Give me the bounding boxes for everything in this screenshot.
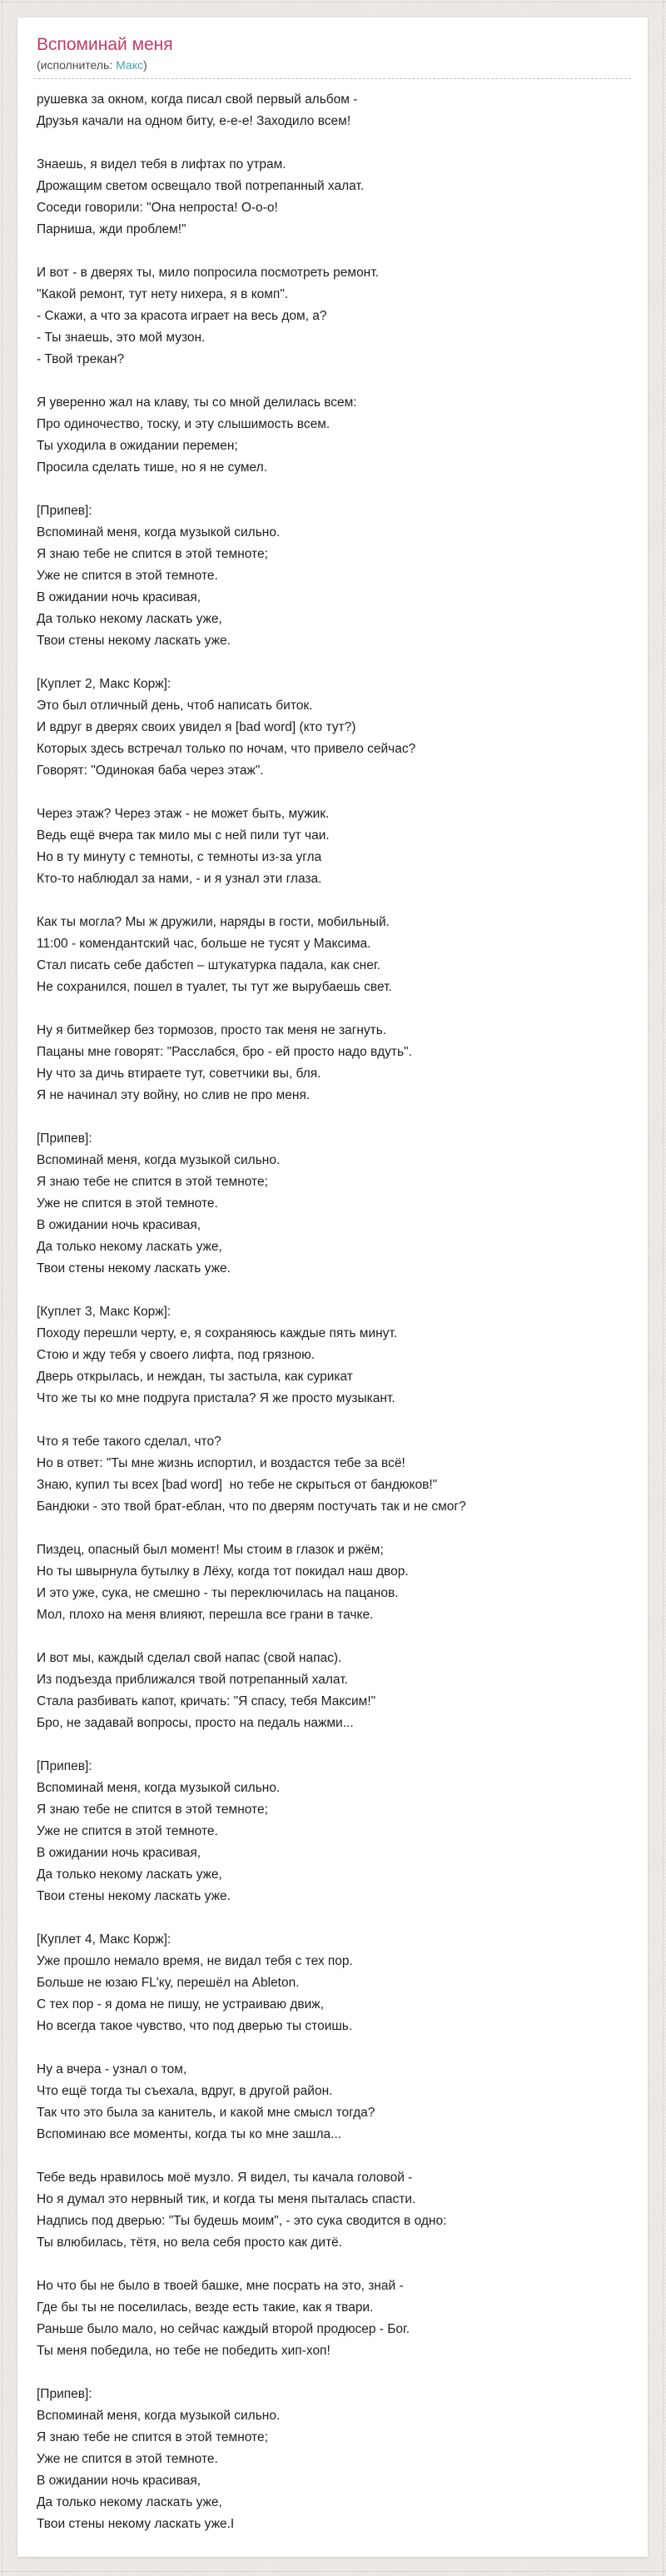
lyrics-card bbox=[17, 17, 648, 2557]
blank-line bbox=[37, 998, 631, 1020]
lyrics-line: Уже не спится в этой темноте. bbox=[37, 569, 218, 583]
performer-prefix: (исполнитель: bbox=[37, 58, 117, 72]
lyrics-line: рушевка за окном, когда писал свой первый альбом - bbox=[37, 92, 358, 107]
performer-line bbox=[37, 57, 631, 73]
lyrics-line: [Припев]: bbox=[37, 1131, 92, 1146]
lyrics-line: Да только некому ласкать уже, bbox=[37, 612, 222, 626]
lyrics-line: [Куплет 4, Макс Корж]: bbox=[37, 1932, 171, 1947]
lyrics-line: Это был отличный день, чтоб написать биток. bbox=[37, 699, 313, 713]
lyrics-line: Твои стены некому ласкать уже.I bbox=[37, 2517, 235, 2531]
lyrics-line: Ты влюбилась, тётя, но вела себя просто как дитё. bbox=[37, 2235, 343, 2250]
page-bottom-dotted-border bbox=[0, 2571, 666, 2572]
lyrics-line: [Куплет 3, Макс Корж]: bbox=[37, 1305, 171, 1319]
lyrics-line: Ну я битмейкер без тормозов, просто так меня не загнуть. bbox=[37, 1023, 387, 1037]
lyrics-line: Но я думал это нервный тик, и когда ты меня пыталась спасти. bbox=[37, 2192, 416, 2206]
blank-line bbox=[37, 1106, 631, 1128]
blank-line bbox=[37, 1907, 631, 1929]
blank-line bbox=[37, 782, 631, 803]
lyrics-line: Твои стены некому ласкать уже. bbox=[37, 1889, 231, 1903]
lyrics-line: И вдруг в дверях своих увидел я [bad word] (кто тут?) bbox=[37, 720, 356, 734]
lyrics-line: Вспоминаю все моменты, когда ты ко мне зашла... bbox=[37, 2127, 342, 2141]
lyrics-line: Про одиночество, тоску, и эту слышимость всем. bbox=[37, 417, 331, 431]
lyrics-line: Я не начинал эту войну, но слив не про меня. bbox=[37, 1088, 311, 1102]
lyrics-line: И это уже, сука, не смешно - ты переключилась на пацанов. bbox=[37, 1586, 399, 1600]
lyrics-line: "Какой ремонт, тут нету нихера, я в комп". bbox=[37, 287, 289, 301]
lyrics-line: Тебе ведь нравилось моё музло. Я видел, ты качала головой - bbox=[37, 2171, 413, 2185]
lyrics-line: [Припев]: bbox=[37, 504, 92, 518]
lyrics-line: - Твой трекан? bbox=[37, 352, 125, 366]
lyrics-line: Но всегда такое чувство, что под дверью ты стоишь. bbox=[37, 2019, 353, 2033]
lyrics-line: Раньше было мало, но сейчас каждый второй продюсер - Бог. bbox=[37, 2322, 410, 2336]
lyrics-line: Пиздец, опасный был момент! Мы стоим в глазок и ржём; bbox=[37, 1543, 384, 1557]
lyrics-line: Ведь ещё вчера так мило мы с ней пили тут чаи. bbox=[37, 828, 330, 843]
lyrics-line: В ожидании ночь красивая, bbox=[37, 2474, 201, 2488]
blank-line bbox=[37, 652, 631, 674]
blank-line bbox=[37, 370, 631, 392]
page-right-dotted-border bbox=[663, 0, 664, 2576]
lyrics-line: Друзья качали на одном биту, е-е-е! Заходило всем! bbox=[37, 114, 351, 128]
lyrics-line: Просила сделать тише, но я не сумел. bbox=[37, 460, 268, 475]
lyrics-line: Из подъезда приближался твой потрепанный халат. bbox=[37, 1673, 348, 1687]
lyrics-line: Кто-то наблюдал за нами, - и я узнал эти глаза. bbox=[37, 872, 322, 886]
song-title: Вспоминай меня bbox=[37, 35, 173, 54]
lyrics-line: [Припев]: bbox=[37, 1759, 92, 1773]
lyrics-line: В ожидании ночь красивая, bbox=[37, 1218, 201, 1232]
blank-line bbox=[37, 2146, 631, 2167]
lyrics-line: Уже не спится в этой темноте. bbox=[37, 1824, 218, 1838]
lyrics-line: Я знаю тебе не спится в этой темноте; bbox=[37, 2430, 268, 2444]
lyrics-line: Ты меня победила, но тебе не победить хип-хоп! bbox=[37, 2344, 331, 2358]
lyrics-line: Надпись под дверью: "Ты будешь моим", - это сука сводится в одно: bbox=[37, 2214, 447, 2228]
lyrics-line: Стал писать себе дабстеп – штукатурка падала, как снег. bbox=[37, 958, 380, 972]
lyrics-line: С тех пор - я дома не пишу, не устраиваю движ, bbox=[37, 1997, 324, 2012]
lyrics-line: Уже не спится в этой темноте. bbox=[37, 1196, 218, 1211]
lyrics-line: Я знаю тебе не спится в этой темноте; bbox=[37, 1803, 268, 1817]
lyrics-line: Бро, не задавай вопросы, просто на педаль нажми... bbox=[37, 1716, 354, 1730]
lyrics-line: И вот - в дверях ты, мило попросила посмотреть ремонт. bbox=[37, 266, 379, 280]
lyrics-line: Да только некому ласкать уже, bbox=[37, 1240, 222, 1254]
lyrics-line: Знаю, купил ты всех [bad word] но тебе не скрыться от бандюков!" bbox=[37, 1478, 438, 1492]
lyrics-line: Мол, плохо на меня влияют, перешла все грани в тачке. bbox=[37, 1608, 374, 1622]
lyrics-line: Дрожащим светом освещало твой потрепанный халат. bbox=[37, 179, 365, 193]
blank-line bbox=[37, 890, 631, 912]
lyrics-line: Не сохранился, пошел в туалет, ты тут же вырубаешь свет. bbox=[37, 980, 392, 994]
blank-line bbox=[37, 2254, 631, 2275]
lyrics-line: Больше не юзаю FL'ку, перешёл на Ableton. bbox=[37, 1976, 300, 1990]
lyrics-line: Ну что за дичь втираете тут, советчики вы, бля. bbox=[37, 1067, 321, 1081]
performer-link[interactable]: Макс bbox=[116, 58, 143, 72]
lyrics-line: Походу перешли черту, е, я сохраняюсь каждые пять минут. bbox=[37, 1326, 398, 1340]
lyrics-line: Я знаю тебе не спится в этой темноте; bbox=[37, 1175, 268, 1189]
lyrics-line: Вспоминай меня, когда музыкой сильно. bbox=[37, 525, 281, 540]
lyrics-line: 11:00 - комендантский час, больше не тусят у Максима. bbox=[37, 937, 371, 951]
lyrics-line: Говорят: "Одинокая баба через этаж". bbox=[37, 763, 264, 778]
lyrics-line: Вспоминай меня, когда музыкой сильно. bbox=[37, 1153, 281, 1167]
lyrics-line: Уже прошло немало время, не видал тебя с тех пор. bbox=[37, 1954, 353, 1968]
lyrics-line: Соседи говорили: "Она непроста! О-о-о! bbox=[37, 201, 278, 215]
lyrics-line: Так что это была за канитель, и какой мне смысл тогда? bbox=[37, 2106, 375, 2120]
lyrics-line: Но что бы не было в твоей башке, мне посрать на это, знай - bbox=[37, 2279, 404, 2293]
lyrics-line: Знаешь, я видел тебя в лифтах по утрам. bbox=[37, 157, 286, 172]
lyrics-line: Но ты швырнула бутылку в Лёху, когда тот покидал наш двор. bbox=[37, 1564, 409, 1579]
lyrics-line: Вспоминай меня, когда музыкой сильно. bbox=[37, 1781, 281, 1795]
lyrics-line: Уже не спится в этой темноте. bbox=[37, 2452, 218, 2466]
blank-line bbox=[37, 479, 631, 500]
lyrics-line: Что ещё тогда ты съехала, вдруг, в другой район. bbox=[37, 2084, 333, 2098]
lyrics-line: Дверь открылась, и неждан, ты застыла, как сурикат bbox=[37, 1370, 353, 1384]
lyrics-line: - Скажи, а что за красота играет на весь дом, а? bbox=[37, 309, 327, 323]
lyrics-line: Которых здесь встречал только по ночам, что привело сейчас? bbox=[37, 742, 416, 756]
lyrics-line: Пацаны мне говорят: "Расслабся, бро - ей просто надо вдуть". bbox=[37, 1045, 412, 1059]
lyrics-line: Ну а вчера - узнал о том, bbox=[37, 2062, 187, 2076]
lyrics-line: [Припев]: bbox=[37, 2387, 92, 2401]
lyrics-line: И вот мы, каждый сделал свой напас (свой напас). bbox=[37, 1651, 342, 1665]
lyrics-line: Но в ту минуту с темноты, с темноты из-за угла bbox=[37, 850, 322, 864]
blank-line bbox=[37, 2362, 631, 2384]
lyrics-line: Ты уходила в ожидании перемен; bbox=[37, 439, 238, 453]
lyrics-line: Но в ответ: "Ты мне жизнь испортил, и воздастся тебе за всё! bbox=[37, 1456, 405, 1470]
lyrics-line: Через этаж? Через этаж - не может быть, мужик. bbox=[37, 807, 330, 821]
blank-line bbox=[37, 1410, 631, 1431]
lyrics-line: Твои стены некому ласкать уже. bbox=[37, 1261, 231, 1276]
lyrics-line: Где бы ты не поселилась, везде есть такие, как я твари. bbox=[37, 2300, 374, 2315]
lyrics-line: Что же ты ко мне подруга пристала? Я же просто музыкант. bbox=[37, 1391, 395, 1405]
lyrics-line: [Куплет 2, Макс Корж]: bbox=[37, 677, 171, 691]
song-header bbox=[17, 17, 648, 79]
blank-line bbox=[37, 241, 631, 262]
lyrics-line: Да только некому ласкать уже, bbox=[37, 2495, 222, 2509]
blank-line bbox=[37, 132, 631, 154]
lyrics-line: В ожидании ночь красивая, bbox=[37, 1846, 201, 1860]
lyrics-line: Я уверенно жал на клаву, ты со мной делилась всем: bbox=[37, 395, 357, 410]
lyrics-line: Вспоминай меня, когда музыкой сильно. bbox=[37, 2409, 281, 2423]
performer-suffix: ) bbox=[142, 58, 147, 72]
lyrics-line: В ожидании ночь красивая, bbox=[37, 590, 201, 604]
blank-line bbox=[37, 1280, 631, 1301]
lyrics-line: Парниша, жди проблем!" bbox=[37, 222, 186, 236]
lyrics-line: Стала разбивать капот, кричать: "Я спасу, тебя Максим!" bbox=[37, 1694, 376, 1708]
blank-line bbox=[37, 1626, 631, 1648]
lyrics-line: Да только некому ласкать уже, bbox=[37, 1867, 222, 1882]
lyrics-line: Я знаю тебе не спится в этой темноте; bbox=[37, 547, 268, 561]
lyrics-line: Что я тебе такого сделал, что? bbox=[37, 1435, 221, 1449]
lyrics-line: Твои стены некому ласкать уже. bbox=[37, 634, 231, 648]
blank-line bbox=[37, 1518, 631, 1539]
lyrics-line: Стою и жду тебя у своего лифта, под грязною. bbox=[37, 1348, 316, 1362]
lyrics-text bbox=[17, 79, 648, 2535]
lyrics-line: Как ты могла? Мы ж дружили, наряды в гости, мобильный. bbox=[37, 915, 390, 929]
blank-line bbox=[37, 2037, 631, 2059]
lyrics-line: - Ты знаешь, это мой музон. bbox=[37, 331, 206, 345]
lyrics-line: Бандюки - это твой брат-еблан, что по дверям постучать так и не смог? bbox=[37, 1499, 466, 1514]
blank-line bbox=[37, 1734, 631, 1756]
